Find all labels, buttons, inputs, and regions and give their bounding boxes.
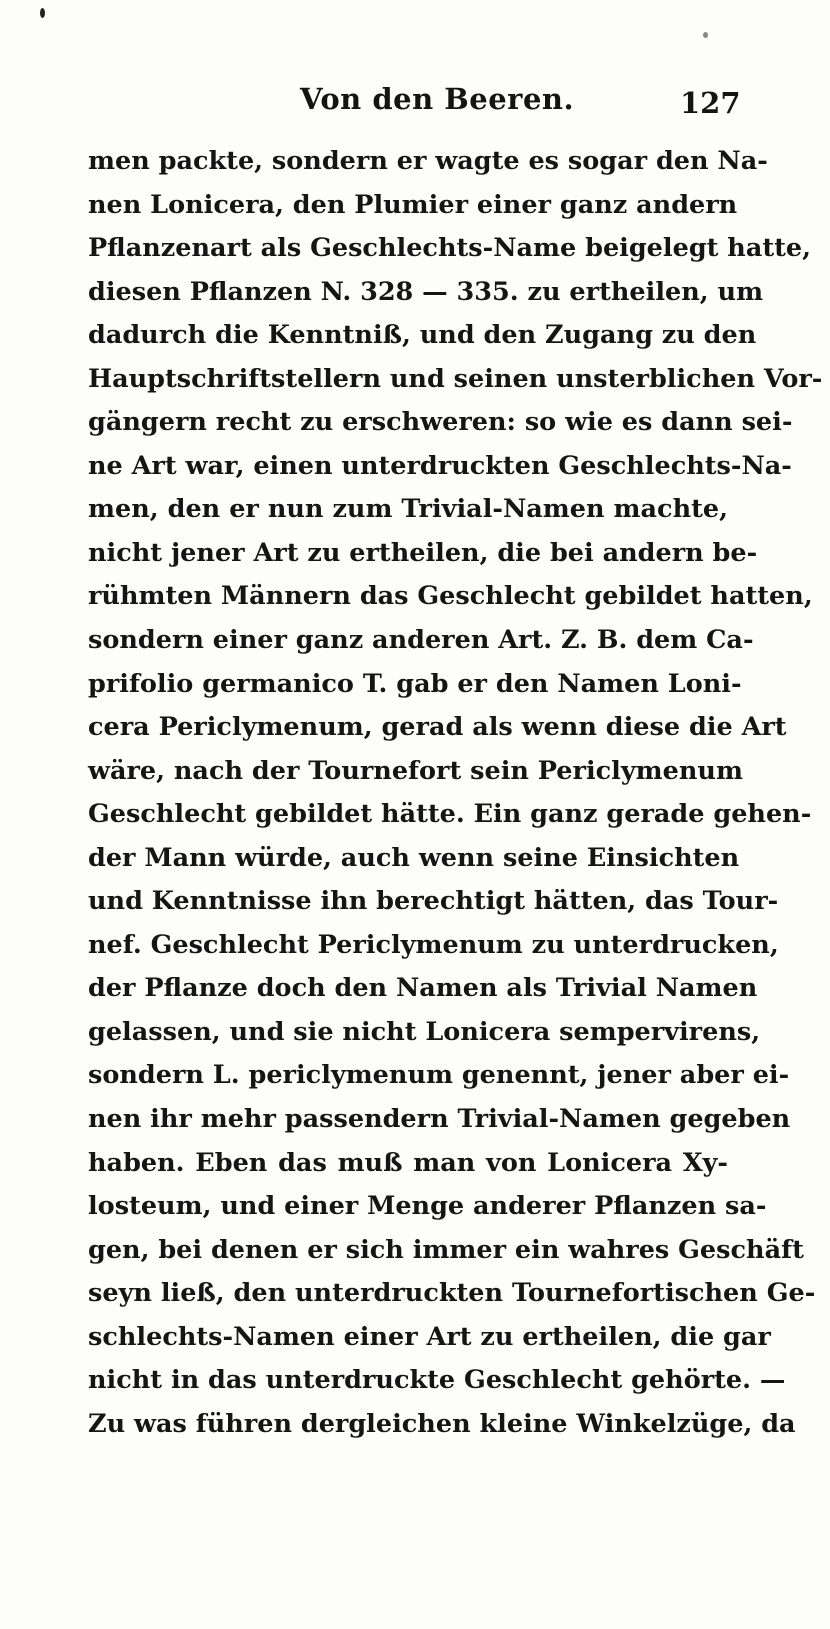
running-title: Von den Beeren. bbox=[300, 82, 575, 116]
text-line: der Mann würde, auch wenn seine Einsichten bbox=[88, 842, 740, 873]
text-line: Pflanzenart als Geschlechts-Name beigelegt hatte, bbox=[88, 233, 812, 264]
body-text bbox=[88, 140, 823, 1446]
text-line: cera Periclymenum, gerad als wenn diese die Art bbox=[88, 712, 787, 743]
text-line: nicht jener Art zu ertheilen, die bei andern be- bbox=[88, 537, 758, 568]
text-line: haben. Eben das muß man von Lonicera Xy- bbox=[88, 1147, 728, 1178]
text-line: der Pflanze doch den Namen als Trivial Namen bbox=[88, 973, 758, 1004]
text-line: sondern einer ganz anderen Art. Z. B. dem Ca- bbox=[88, 625, 754, 656]
text-line: men packte, sondern er wagte es sogar den Na- bbox=[88, 146, 768, 176]
text-line: sondern L. periclymenum genennt, jener aber ei- bbox=[88, 1060, 790, 1091]
text-line: gängern recht zu erschweren: so wie es dann sei- bbox=[88, 407, 793, 438]
text-line: dadurch die Kenntniß, und den Zugang zu den bbox=[88, 320, 757, 351]
text-line: prifolio germanico T. gab er den Namen Loni- bbox=[88, 668, 742, 699]
text-line: Geschlecht gebildet hätte. Ein ganz gerade gehen- bbox=[88, 799, 812, 830]
ink-speck bbox=[703, 32, 708, 38]
text-line: nicht in das unterdruckte Geschlecht gehörte. — bbox=[88, 1365, 786, 1396]
text-line: diesen Pflanzen N. 328 — 335. zu ertheilen, um bbox=[88, 276, 764, 307]
text-line: gelassen, und sie nicht Lonicera sempervirens, bbox=[88, 1016, 761, 1047]
text-line: schlechts-Namen einer Art zu ertheilen, die gar bbox=[88, 1321, 771, 1352]
text-line: ne Art war, einen unterdruckten Geschlechts-Na- bbox=[88, 450, 792, 481]
page-number: 127 bbox=[680, 86, 741, 120]
text-line: nef. Geschlecht Periclymenum zu unterdrucken, bbox=[88, 929, 779, 960]
text-line: nen Lonicera, den Plumier einer ganz andern bbox=[88, 189, 738, 220]
text-line: nen ihr mehr passendern Trivial-Namen gegeben bbox=[88, 1104, 791, 1135]
text-line: losteum, und einer Menge anderer Pflanzen sa- bbox=[88, 1191, 767, 1222]
text-line: und Kenntnisse ihn berechtigt hätten, das Tour- bbox=[88, 886, 779, 917]
page-header bbox=[0, 78, 830, 128]
text-line: seyn ließ, den unterdruckten Tournefortischen Ge- bbox=[88, 1278, 816, 1309]
text-line: gen, bei denen er sich immer ein wahres Geschäft bbox=[88, 1234, 804, 1265]
text-line: men, den er nun zum Trivial-Namen machte, bbox=[88, 494, 728, 525]
text-line: rühmten Männern das Geschlecht gebildet hatten, bbox=[88, 581, 813, 612]
ink-speck bbox=[40, 8, 45, 18]
text-line: wäre, nach der Tournefort sein Periclymenum bbox=[88, 755, 743, 786]
text-line: Hauptschriftstellern und seinen unsterblichen Vor- bbox=[88, 363, 823, 394]
text-line: Zu was führen dergleichen kleine Winkelzüge, da bbox=[88, 1408, 796, 1439]
